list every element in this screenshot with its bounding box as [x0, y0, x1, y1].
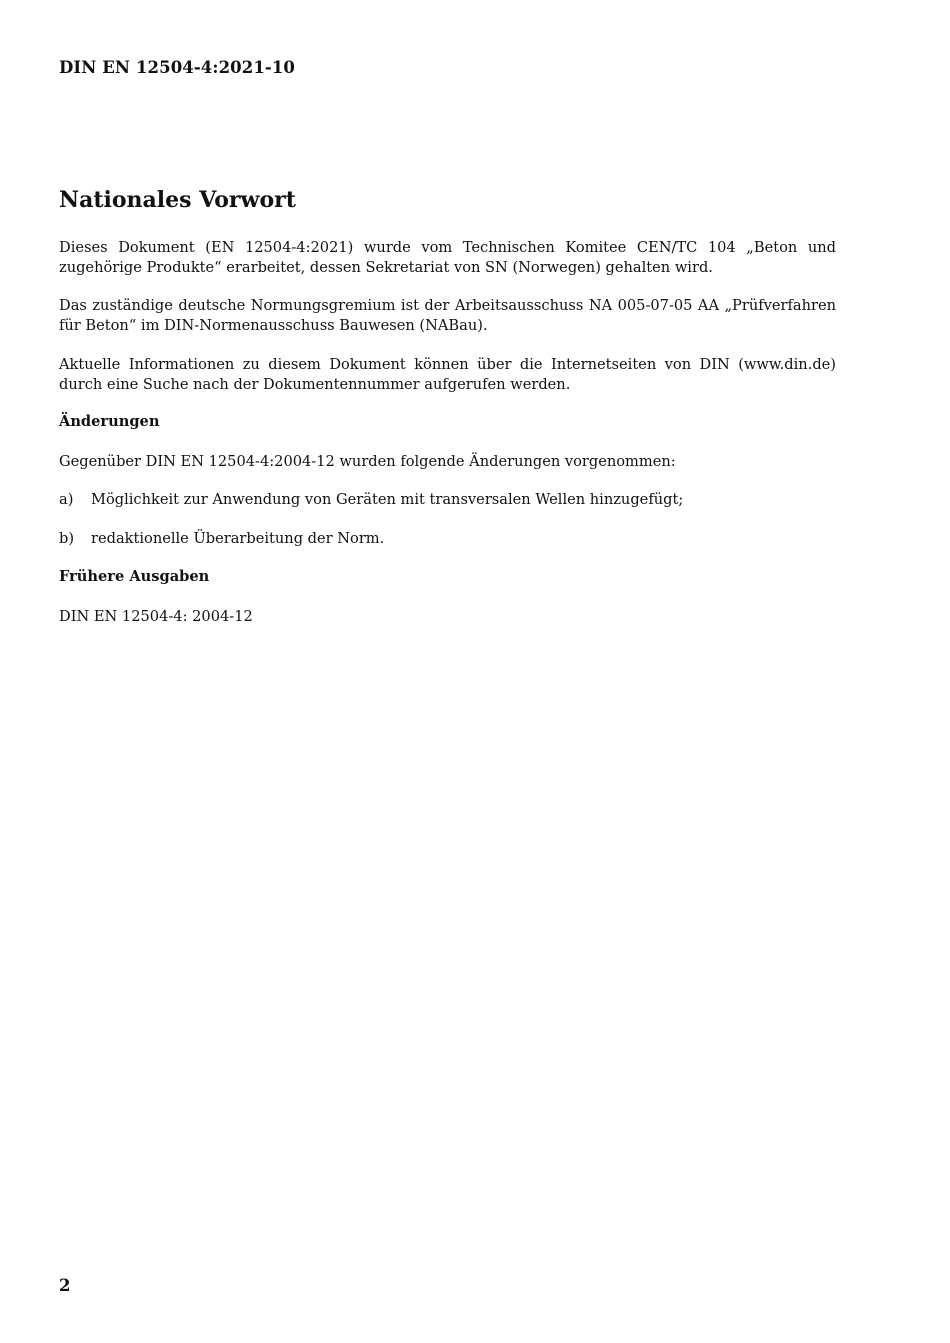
list-item-text: Möglichkeit zur Anwendung von Geräten mit transversalen Wellen hinzugefügt; — [91, 491, 684, 508]
running-header-document-id: DIN EN 12504-4:2021-10 — [59, 58, 296, 77]
paragraph-german-committee: Das zuständige deutsche Normungsgremium ist der Arbeitsausschuss NA 005-07-05 AA „Prüfverfahren für Beton“ im DIN-Normenausschuss Bauwesen (NABau). — [59, 297, 836, 334]
changes-heading: Änderungen — [59, 413, 160, 430]
list-marker: b) — [59, 530, 75, 547]
list-marker: a) — [59, 491, 74, 508]
paragraph-current-info: Aktuelle Informationen zu diesem Dokument können über die Internetseiten von DIN (www.din.de) durch eine Suche nach der Dokumentennummer aufgerufen werden. — [59, 356, 836, 393]
changes-intro: Gegenüber DIN EN 12504-4:2004-12 wurden folgende Änderungen vorgenommen: — [59, 453, 676, 470]
page-number: 2 — [59, 1276, 71, 1295]
previous-editions-heading: Frühere Ausgaben — [59, 568, 210, 585]
section-title: Nationales Vorwort — [59, 187, 296, 213]
paragraph-committee: Dieses Dokument (EN 12504-4:2021) wurde vom Technischen Komitee CEN/TC 104 „Beton und zugehörige Produkte“ erarbeitet, dessen Sekretariat von SN (Norwegen) gehalten wird. — [59, 239, 836, 276]
list-item-text: redaktionelle Überarbeitung der Norm. — [91, 530, 385, 547]
previous-editions-text: DIN EN 12504-4: 2004-12 — [59, 608, 253, 625]
